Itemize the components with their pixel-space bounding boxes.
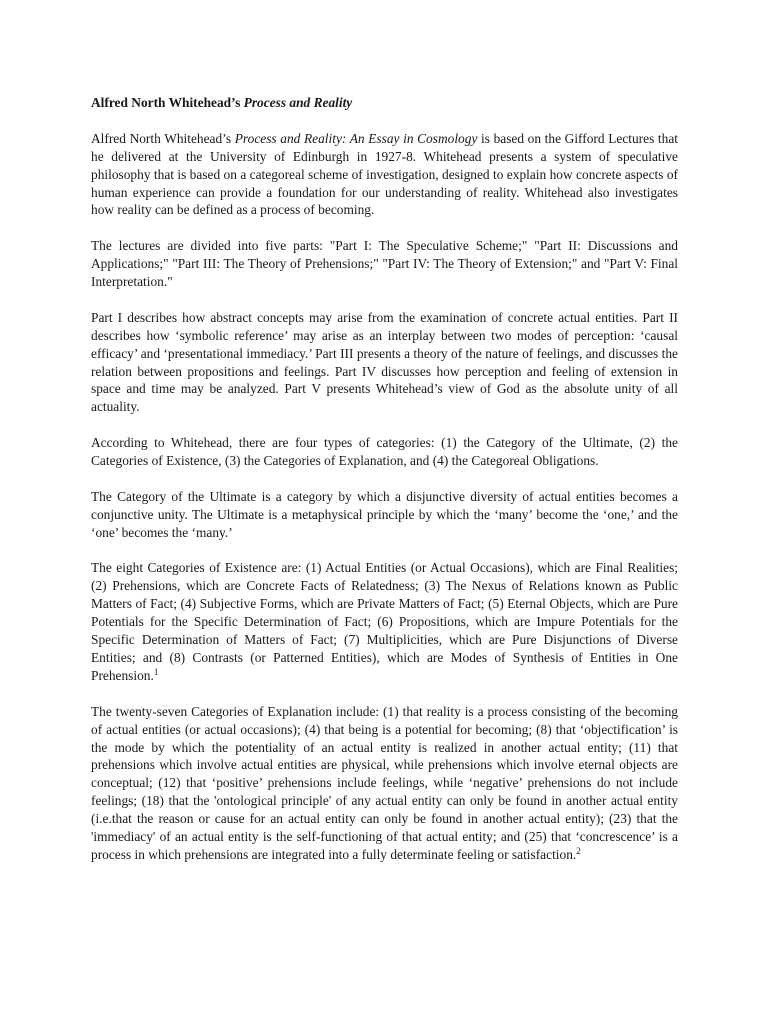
parts-description-paragraph: Part I describes how abstract concepts may arise from the examination of concrete actual entities. Part II describes how ‘symbolic reference’ may arise as an interplay between two modes of perception: ‘causal efficacy’ and ‘presentational immediacy.’ Part III presents a theory of the nature of feelings, and discusses the relation between propositions and feelings. Part IV discusses how perception and feeling of extension in space and time may be analyzed. Part V presents Whitehead’s view of God as the absolute unity of all actuality. (91, 309, 678, 415)
existence-text: The eight Categories of Existence are: (1) Actual Entities (or Actual Occasions), which are Final Realities; (2) Prehensions, which are Concrete Facts of Relatedness; (3) The Nexus of Relations known as Public Matters of Fact; (4) Subjective Forms, which are Private Matters of Fact; (5) Eternal Objects, which are Pure Potentials for the Specific Determination of Fact; (6) Propositions, which are Impure Potentials for the Specific Determination of Matters of Fact; (7) Multiplicities, which are Pure Disjunctions of Diverse Entities; and (8) Contrasts (or Patterned Entities), which are Modes of Synthesis of Entities in One Prehension. (91, 560, 678, 683)
document-page (91, 94, 678, 882)
explanation-paragraph (91, 703, 678, 864)
intro-lead: Alfred North Whitehead’s (91, 130, 235, 146)
title-work: Process and Reality (243, 95, 353, 110)
footnote-marker-2[interactable]: 2 (576, 845, 581, 856)
explanation-text: The twenty-seven Categories of Explanation include: (1) that reality is a process consisting of the becoming of actual entities (or actual occasions); (4) that being is a potential for becoming; (8) that ‘objectification’ is the mode by which the potentiality of an actual entity is realized in another actual entity; (11) that prehensions which involve actual entities are physical, while prehensions which involve eternal objects are conceptual; (12) that ‘positive’ prehensions include feelings, while ‘negative’ prehensions do not include feelings; (18) that the 'ontological principle' of any actual entity can only be found in another actual entity (i.e.that the reason or cause for an actual entity can only be found in another actual entity); (23) that the 'immediacy' of an actual entity is the self-functioning of that actual entity; and (25) that ‘concrescence’ is a process in which prehensions are integrated into a fully determinate feeling or satisfaction. (91, 703, 678, 862)
intro-work-title: Process and Reality: An Essay in Cosmology (234, 130, 478, 146)
title-author: Alfred North Whitehead’s (91, 95, 244, 110)
footnote-marker-1[interactable]: 1 (153, 666, 159, 677)
ultimate-paragraph: The Category of the Ultimate is a category by which a disjunctive diversity of actual entities becomes a conjunctive unity. The Ultimate is a metaphysical principle by which the ‘many’ become the ‘one,’ and the ‘one’ becomes the ‘many.’ (91, 488, 678, 540)
intro-paragraph (91, 130, 678, 220)
document-title (91, 94, 678, 112)
intro-rest: is based on the Gifford Lectures that he delivered at the University of Edinburgh in 1927-8. Whitehead presents a system of speculative philosophy that is based on a categoreal scheme of investigation, designed to explain how concrete aspects of human experience can provide a foundation for our understanding of reality. Whitehead also investigates how reality can be defined as a process of becoming. (91, 130, 678, 218)
parts-paragraph: The lectures are divided into five parts: "Part I: The Speculative Scheme;" "Part II: Discussions and Applications;" "Part III: The Theory of Prehensions;" "Part IV: The Theory of Extension;" and "Part V: Final Interpretation." (91, 238, 678, 290)
category-types-paragraph: According to Whitehead, there are four types of categories: (1) the Category of the Ultimate, (2) the Categories of Existence, (3) the Categories of Explanation, and (4) the Categoreal Obligations. (91, 435, 678, 469)
existence-paragraph (91, 559, 678, 684)
